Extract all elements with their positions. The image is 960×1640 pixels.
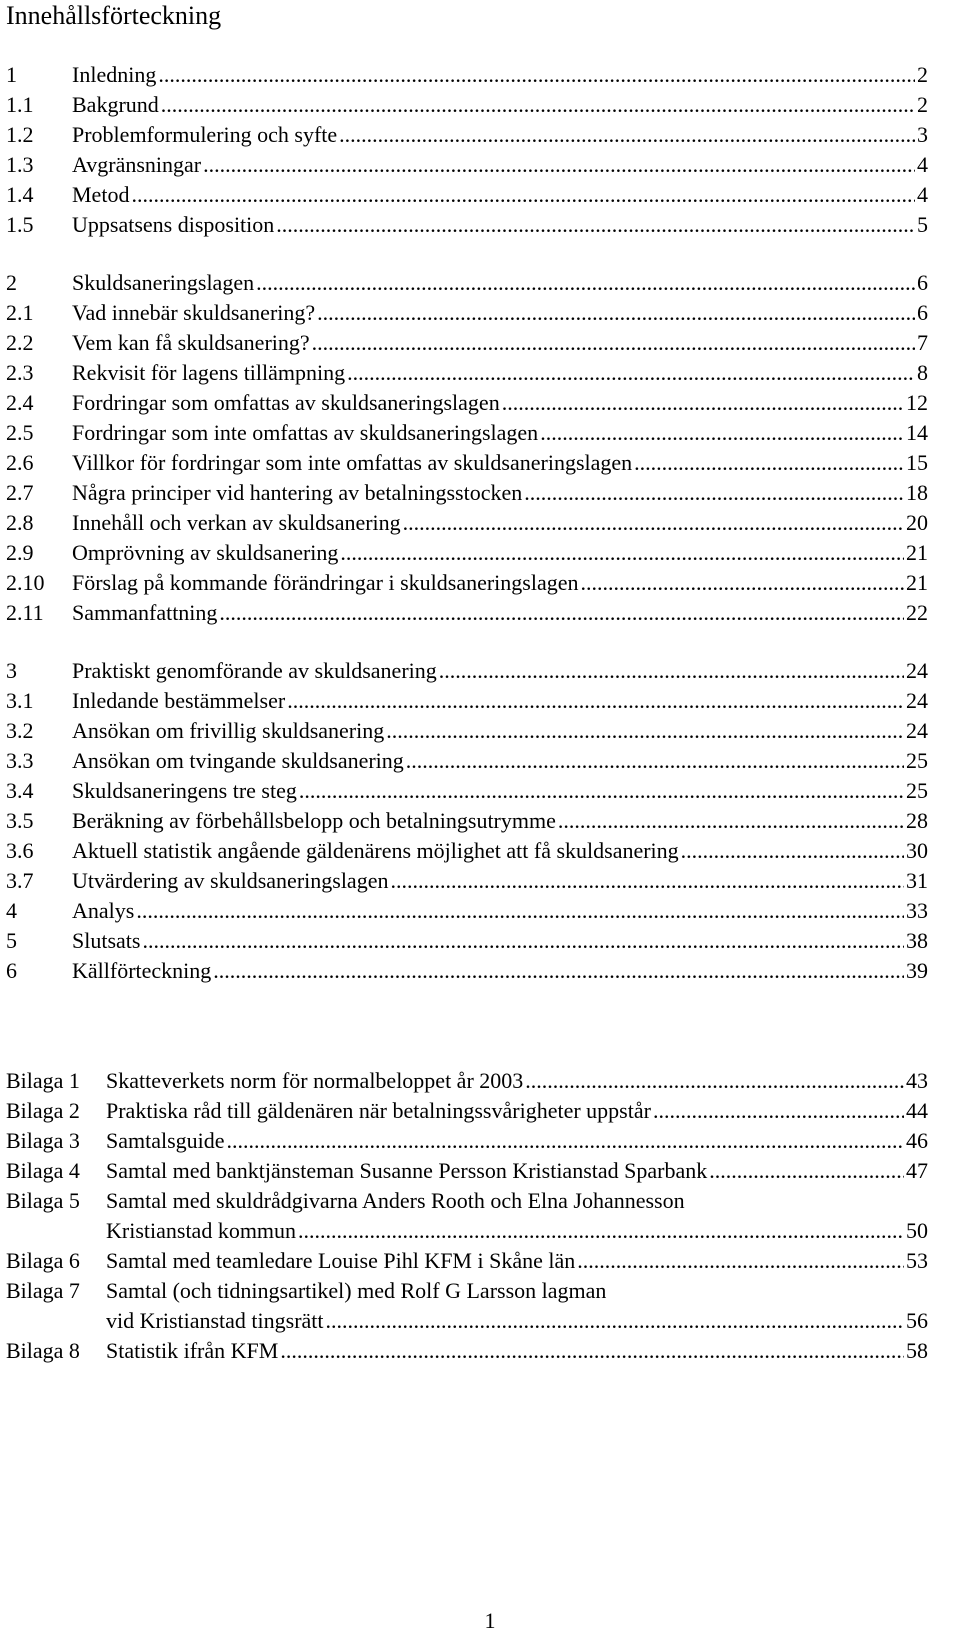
toc-title: Inledning [72,62,157,87]
toc-entry[interactable] [6,776,928,806]
dot-leader [524,478,904,508]
toc-entry[interactable] [6,388,928,418]
toc-page: 3 [917,122,928,147]
toc-page: 25 [906,748,928,773]
toc-number: 3.7 [6,868,34,893]
dot-leader [161,90,915,120]
toc-title: Fordringar som inte omfattas av skuldsaneringslagen [72,420,539,445]
toc-number: 1.5 [6,212,34,237]
dot-leader [681,836,904,866]
dot-leader [312,328,915,358]
toc-page: 15 [906,450,928,475]
toc-entry[interactable] [6,358,928,388]
appendix-page: 56 [906,1308,928,1333]
toc-number: 1.1 [6,92,34,117]
toc-title: Problemformulering och syfte [72,122,338,147]
toc-page: 21 [906,540,928,565]
toc-entry[interactable] [6,268,928,298]
dot-leader [709,1156,904,1186]
toc-entry[interactable] [6,120,928,150]
toc-page: 21 [906,570,928,595]
page-title: Innehållsförteckning [6,1,222,30]
toc-title: Fordringar som omfattas av skuldsaneringslagen [72,390,500,415]
toc-title: Skuldsaneringens tre steg [72,778,297,803]
toc-number: 1 [6,62,17,87]
toc-entry[interactable] [6,298,928,328]
appendix-entry[interactable] [6,1156,928,1186]
toc-page: 4 [917,182,928,207]
toc-entry[interactable] [6,836,928,866]
toc-number: 3.6 [6,838,34,863]
toc-number: 1.2 [6,122,34,147]
toc-title: Skuldsaneringslagen [72,270,255,295]
toc-number: 2.1 [6,300,34,325]
toc-title: Inledande bestämmelser [72,688,286,713]
toc-title: Några principer vid hantering av betalningsstocken [72,480,523,505]
toc-entry[interactable] [6,210,928,240]
toc-number: 5 [6,928,17,953]
toc-title: Sammanfattning [72,600,218,625]
toc-number: 3.2 [6,718,34,743]
toc-number: 2.6 [6,450,34,475]
toc-number: 3.3 [6,748,34,773]
toc-number: 2.10 [6,570,45,595]
appendix-title-continuation: Kristianstad kommun [106,1218,297,1243]
toc-title: Ansökan om frivillig skuldsanering [72,718,385,743]
dot-leader [347,358,915,388]
toc-page: 39 [906,958,928,983]
appendix-title: Statistik ifrån KFM [106,1338,279,1363]
appendix-page: 58 [906,1338,928,1363]
toc-title: Avgränsningar [72,152,202,177]
dot-leader [439,656,904,686]
appendix-page: 50 [906,1218,928,1243]
appendix-entry[interactable] [6,1066,928,1096]
toc-title: Ansökan om tvingande skuldsanering [72,748,404,773]
dot-leader [634,448,904,478]
appendix-label: Bilaga 7 [6,1278,80,1303]
toc-page: 31 [906,868,928,893]
toc-number: 3.1 [6,688,34,713]
toc-title: Utvärdering av skuldsaneringslagen [72,868,389,893]
toc-entry[interactable] [6,896,928,926]
toc-page: 38 [906,928,928,953]
appendix-label: Bilaga 8 [6,1338,80,1363]
appendix-title: Samtalsguide [106,1128,225,1153]
dot-leader [213,956,904,986]
appendix-page: 43 [906,1068,928,1093]
toc-number: 2.3 [6,360,34,385]
toc-entry[interactable] [6,716,928,746]
dot-leader [276,210,915,240]
dot-leader [390,866,904,896]
toc-number: 2 [6,270,17,295]
appendix-label: Bilaga 6 [6,1248,80,1273]
appendix-label: Bilaga 2 [6,1098,80,1123]
appendix-label: Bilaga 1 [6,1068,80,1093]
appendix-entry-continuation[interactable] [6,1216,928,1246]
toc-page: 7 [917,330,928,355]
toc-title: Omprövning av skuldsanering [72,540,339,565]
appendix-title: Skatteverkets norm för normalbeloppet år 2003 [106,1068,524,1093]
appendix-entry-multiline[interactable] [6,1276,928,1306]
appendix-page: 44 [906,1098,928,1123]
appendix-label: Bilaga 5 [6,1188,80,1213]
dot-leader [136,896,904,926]
appendix-title-continuation: vid Kristianstad tingsrätt [106,1308,324,1333]
toc-entry[interactable] [6,60,928,90]
toc-number: 2.11 [6,600,44,625]
toc-number: 6 [6,958,17,983]
toc-entry[interactable] [6,806,928,836]
dot-leader [298,1216,904,1246]
appendix-page: 47 [906,1158,928,1183]
toc-title: Rekvisit för lagens tillämpning [72,360,346,385]
toc-title: Metod [72,182,130,207]
toc-number: 3.4 [6,778,34,803]
appendix-title: Samtal (och tidningsartikel) med Rolf G Larsson lagman [106,1278,607,1303]
toc-entry[interactable] [6,508,928,538]
page-number: 1 [484,1608,496,1633]
toc-number: 2.7 [6,480,34,505]
toc-title: Slutsats [72,928,141,953]
dot-leader [142,926,904,956]
toc-title: Förslag på kommande förändringar i skuldsaneringslagen [72,570,579,595]
appendix-page: 53 [906,1248,928,1273]
dot-leader [280,1336,904,1366]
toc-page: 6 [917,270,928,295]
toc-title: Innehåll och verkan av skuldsanering [72,510,401,535]
toc-entry[interactable] [6,478,928,508]
toc-page: 22 [906,600,928,625]
dot-leader [227,1126,904,1156]
toc-number: 1.3 [6,152,34,177]
dot-leader [653,1096,904,1126]
toc-title: Uppsatsens disposition [72,212,275,237]
toc-page: 8 [917,360,928,385]
toc-entry[interactable] [6,866,928,896]
toc-page: 33 [906,898,928,923]
toc-number: 4 [6,898,17,923]
toc-page: 4 [917,152,928,177]
toc-page: 18 [906,480,928,505]
toc-title: Vad innebär skuldsanering? [72,300,316,325]
appendix-entry[interactable] [6,1336,928,1366]
dot-leader [219,598,904,628]
toc-entry[interactable] [6,656,928,686]
toc-entry[interactable] [6,538,928,568]
toc-number: 2.9 [6,540,34,565]
dot-leader [299,776,904,806]
appendix-entry[interactable] [6,1096,928,1126]
toc-title: Analys [72,898,135,923]
toc-number: 2.5 [6,420,34,445]
dot-leader [256,268,915,298]
appendix-page: 46 [906,1128,928,1153]
appendix-title: Samtal med skuldrådgivarna Anders Rooth och Elna Johannesson [106,1188,685,1213]
toc-title: Villkor för fordringar som inte omfattas av skuldsaneringslagen [72,450,633,475]
toc-number: 2.2 [6,330,34,355]
dot-leader [577,1246,904,1276]
dot-leader [317,298,915,328]
toc-entry[interactable] [6,956,928,986]
toc-page: 28 [906,808,928,833]
dot-leader [406,746,904,776]
appendix-entry[interactable] [6,1246,928,1276]
toc-entry[interactable] [6,328,928,358]
toc-entry[interactable] [6,598,928,628]
toc-page: 25 [906,778,928,803]
dot-leader [339,120,915,150]
dot-leader [340,538,904,568]
toc-page: 12 [906,390,928,415]
appendix-title: Samtal med teamledare Louise Pihl KFM i Skåne län [106,1248,576,1273]
toc-page: 24 [906,658,928,683]
toc-title: Aktuell statistik angående gäldenärens möjlighet att få skuldsanering [72,838,679,863]
appendix-entry-multiline[interactable] [6,1186,928,1216]
toc-title: Praktiskt genomförande av skuldsanering [72,658,437,683]
toc-page: 20 [906,510,928,535]
dot-leader [580,568,904,598]
toc-entry[interactable] [6,746,928,776]
dot-leader [403,508,904,538]
toc-entry[interactable] [6,686,928,716]
appendix-title: Praktiska råd till gäldenären när betalningssvårigheter uppstår [106,1098,651,1123]
toc-entry[interactable] [6,568,928,598]
dot-leader [540,418,904,448]
toc-title: Vem kan få skuldsanering? [72,330,310,355]
dot-leader [287,686,904,716]
toc-page: 5 [917,212,928,237]
toc-number: 2.4 [6,390,34,415]
dot-leader [558,806,904,836]
appendix-entry-continuation[interactable] [6,1306,928,1336]
toc-page: 6 [917,300,928,325]
toc-title: Beräkning av förbehållsbelopp och betalningsutrymme [72,808,556,833]
appendix-label: Bilaga 3 [6,1128,80,1153]
appendix-title: Samtal med banktjänsteman Susanne Persson Kristianstad Sparbank [106,1158,708,1183]
toc-title: Källförteckning [72,958,212,983]
toc-number: 3 [6,658,17,683]
dot-leader [525,1066,904,1096]
appendix-entry[interactable] [6,1126,928,1156]
toc-number: 2.8 [6,510,34,535]
dot-leader [203,150,915,180]
toc-entry[interactable] [6,180,928,210]
dot-leader [386,716,904,746]
toc-entry[interactable] [6,150,928,180]
toc-page: 2 [917,62,928,87]
toc-page: 30 [906,838,928,863]
dot-leader [502,388,904,418]
toc-page: 24 [906,718,928,743]
toc-entry[interactable] [6,926,928,956]
toc-entry[interactable] [6,90,928,120]
toc-title: Bakgrund [72,92,159,117]
toc-number: 3.5 [6,808,34,833]
toc-page: 2 [917,92,928,117]
toc-entry[interactable] [6,448,928,478]
dot-leader [131,180,915,210]
toc-entry[interactable] [6,418,928,448]
toc-page: 24 [906,688,928,713]
toc-number: 1.4 [6,182,34,207]
appendix-label: Bilaga 4 [6,1158,80,1183]
toc-page: 14 [906,420,928,445]
dot-leader [158,60,915,90]
dot-leader [326,1306,904,1336]
